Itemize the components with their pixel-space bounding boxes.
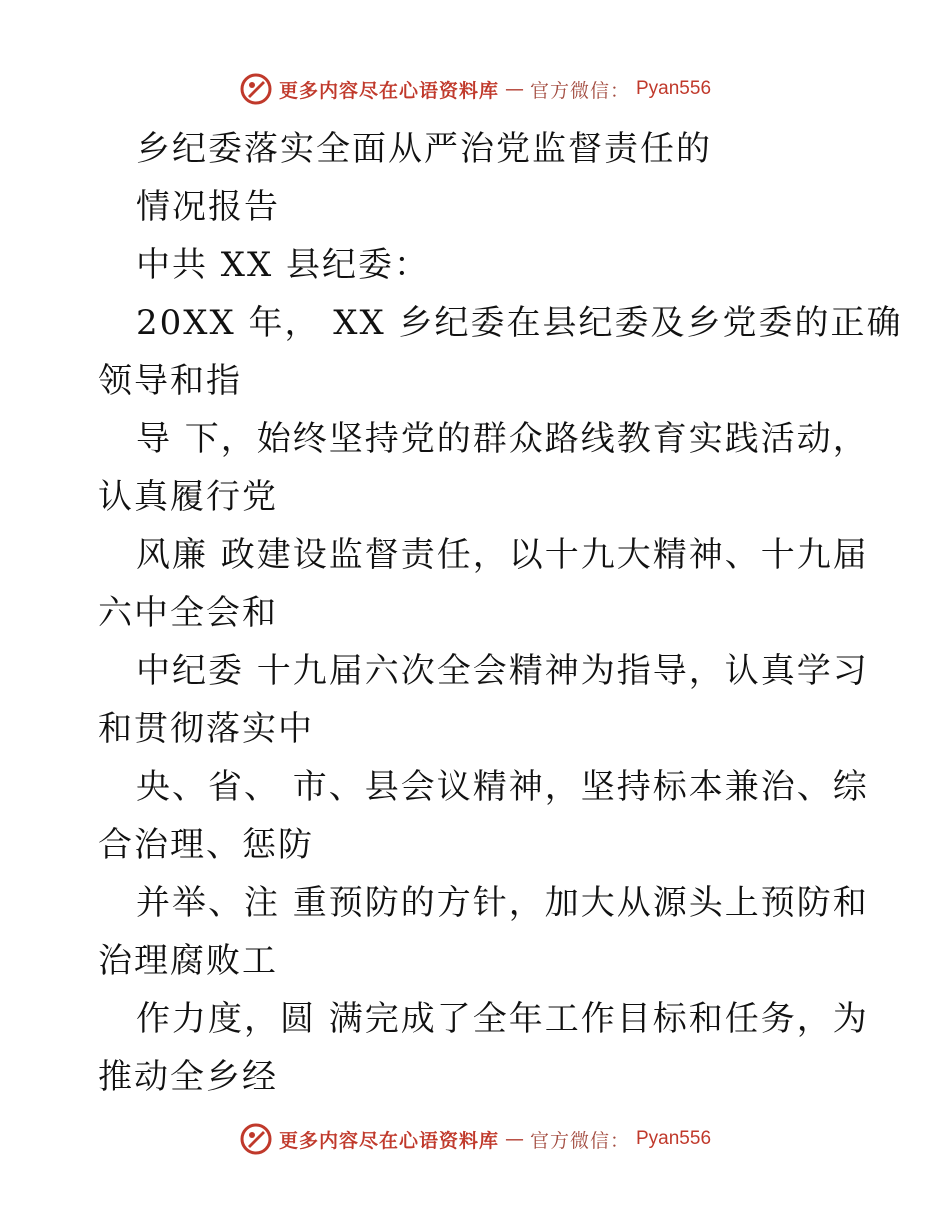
watermark-contact-label: 官方微信： bbox=[529, 1129, 630, 1152]
body-text-line: 央、省、 市、县会议精神，坚持标本兼治、综 bbox=[136, 767, 869, 807]
body-text-line: 和贯彻落实中 bbox=[98, 709, 314, 749]
body-text-line: 并举、注 重预防的方针，加大从源头上预防和 bbox=[136, 883, 869, 923]
body-text-line: 导 下，始终坚持党的群众路线教育实践活动， bbox=[136, 419, 869, 459]
watermark-contact-id: Pyan556 bbox=[636, 78, 712, 99]
document-body bbox=[98, 120, 903, 1106]
salutation-line: 中共 XX 县纪委： bbox=[136, 245, 431, 285]
body-text-line: 六中全会和 bbox=[98, 593, 278, 633]
watermark-site-text: 更多内容尽在心语资料库 bbox=[278, 1129, 499, 1152]
body-text-line: 认真履行党 bbox=[98, 477, 278, 517]
body-text-line: 推动全乡经 bbox=[98, 1057, 278, 1097]
document-title-line: 乡纪委落实全面从严治党监督责任的 bbox=[136, 129, 712, 169]
watermark-contact-id: Pyan556 bbox=[636, 1128, 712, 1149]
watermark-site-text: 更多内容尽在心语资料库 bbox=[278, 79, 499, 102]
document-title-line: 情况报告 bbox=[136, 187, 280, 227]
body-text-line: 合治理、惩防 bbox=[98, 825, 314, 865]
body-text-line: 治理腐败工 bbox=[98, 941, 278, 981]
logo-icon bbox=[239, 72, 273, 106]
footer-watermark bbox=[0, 1122, 950, 1156]
body-text-line: 中纪委 十九届六次全会精神为指导，认真学习 bbox=[136, 651, 869, 691]
watermark-dash: — bbox=[504, 1128, 524, 1150]
body-text-line: 风廉 政建设监督责任，以十九大精神、十九届 bbox=[136, 535, 869, 575]
header-watermark bbox=[0, 72, 950, 106]
body-text-line: 20XX 年， XX 乡纪委在县纪委及乡党委的正确 bbox=[136, 303, 903, 343]
body-text-line: 作力度，圆 满完成了全年工作目标和任务，为 bbox=[136, 999, 869, 1039]
body-text-line: 领导和指 bbox=[98, 361, 242, 401]
logo-icon bbox=[239, 1122, 273, 1156]
watermark-contact-label: 官方微信： bbox=[529, 79, 630, 102]
watermark-dash: — bbox=[504, 78, 524, 100]
